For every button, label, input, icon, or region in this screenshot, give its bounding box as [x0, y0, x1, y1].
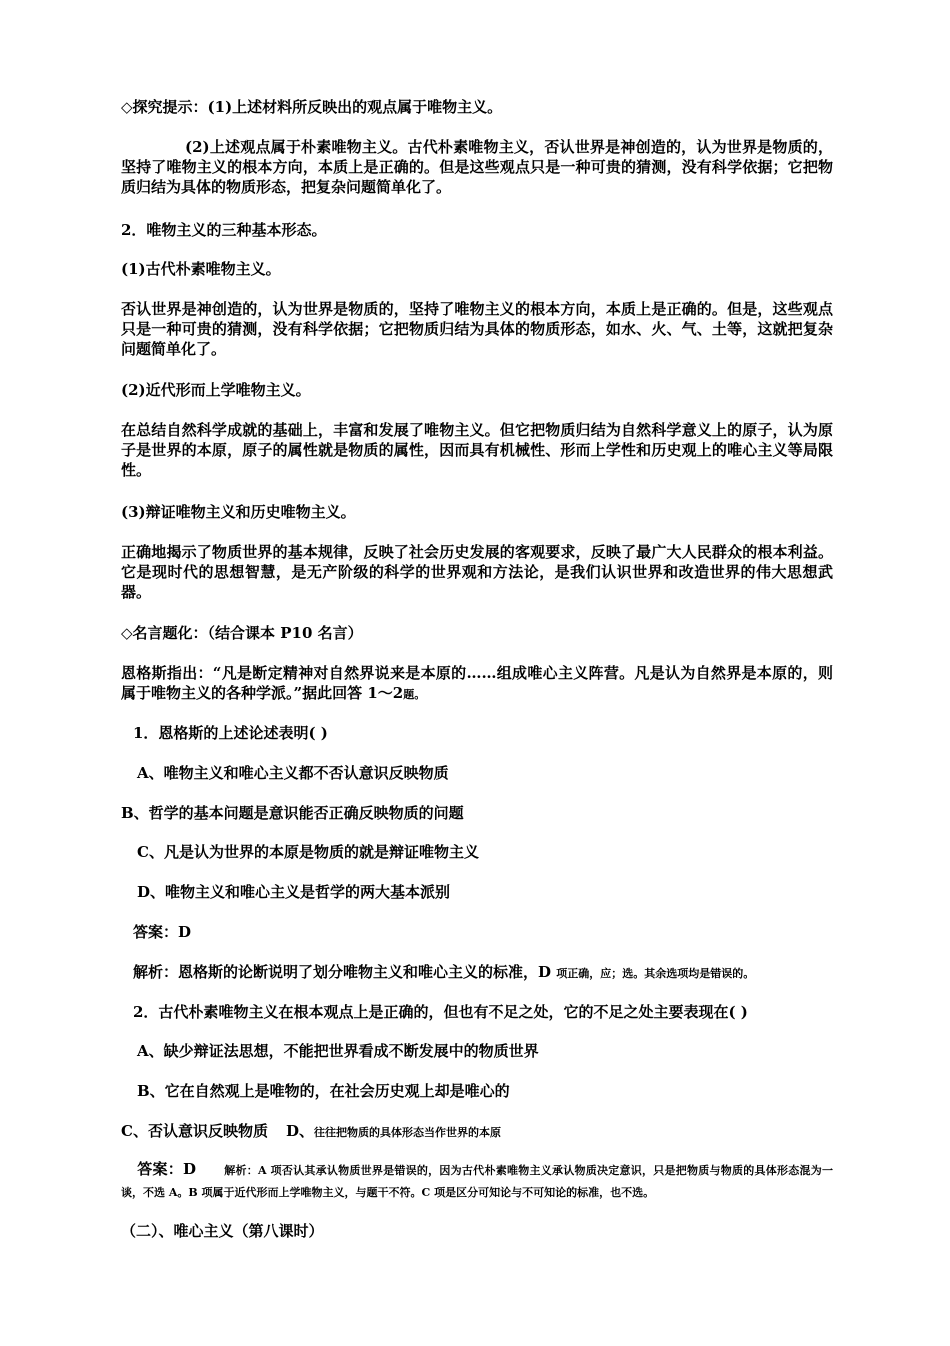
exploration-hint-2: (2)上述观点属于朴素唯物主义。古代朴素唯物主义，否认世界是神创造的，认为世界是物质的，坚持了唯物主义的根本方向，本质上是正确的。但是这些观点只是一种可贵的猜测，没有科学依据；它把物质归结为具体的物质形态，把复杂问题简单化了。: [121, 138, 833, 196]
section-heading-materialism-forms: 2．唯物主义的三种基本形态。: [121, 221, 327, 239]
q2-option-d: D、: [285, 1122, 314, 1140]
form1-heading: (1)古代朴素唯物主义。: [121, 260, 281, 278]
form3-heading: (3)辩证唯物主义和历史唯物主义。: [121, 503, 356, 521]
quote-body: 恩格斯指出：“凡是断定精神对自然界说来是本原的……组成唯心主义阵营。凡是认为自然界是本原的，则属于唯物主义的各种学派。”据此回答 1～2: [121, 664, 833, 702]
q2-option-cd: [121, 1121, 833, 1143]
form2-heading: (2)近代形而上学唯物主义。: [121, 381, 311, 399]
q1-answer: 答案：D: [133, 923, 192, 941]
quote-text: [121, 663, 833, 705]
q2-answer-analysis: [121, 1159, 833, 1203]
q2-option-b: B、它在自然观上是唯物的，在社会历史观上却是唯心的: [137, 1082, 510, 1100]
q2-answer: 答案：D: [137, 1160, 197, 1178]
quote-suffix: 题。: [403, 688, 426, 701]
q1-stem: 1．恩格斯的上述论述表明( ): [133, 724, 328, 742]
form2-text: 在总结自然科学成就的基础上，丰富和发展了唯物主义。但它把物质归结为自然科学意义上的原子，认为原子是世界的本原，原子的属性就是物质的属性，因而具有机械性、形而上学性和历史观上的唯心主义等局限性。: [121, 421, 833, 479]
q1-option-a: A、唯物主义和唯心主义都不否认意识反映物质: [137, 764, 449, 782]
q1-option-d: D、唯物主义和唯心主义是哲学的两大基本派别: [137, 883, 451, 901]
next-section-heading: （二）、唯心主义（第八课时）: [121, 1222, 324, 1240]
q1-option-c: C、凡是认为世界的本原是物质的就是辩证唯物主义: [137, 843, 479, 861]
exploration-hint-1: ◇探究提示：(1)上述材料所反映出的观点属于唯物主义。: [121, 98, 503, 116]
q2-option-a: A、缺少辩证法思想，不能把世界看成不断发展中的物质世界: [137, 1042, 539, 1060]
quote-heading: ◇名言题化：（结合课本 P10 名言）: [121, 624, 363, 642]
q1-option-b: B、哲学的基本问题是意识能否正确反映物质的问题: [121, 804, 464, 822]
form3-text: 正确地揭示了物质世界的基本规律，反映了社会历史发展的客观要求，反映了最广大人民群众的根本利益。它是现时代的思想智慧，是无产阶级的科学的世界观和方法论，是我们认识世界和改造世界的伟大思想武器。: [121, 543, 833, 601]
q1-analysis: [133, 962, 845, 984]
q2-analysis: 解析：A 项否认其承认物质世界是错误的，因为古代朴素唯物主义承认物质决定意识，只是把物质与物质的具体形态混为一谈，不选 A。B 项属于近代形而上学唯物主义，与题干不符。C 项是区分可知论与不可知论的标准，也不选。: [121, 1164, 833, 1199]
q2-option-d-text: 往往把物质的具体形态当作世界的本原: [313, 1126, 501, 1139]
q1-analysis-small: 项正确，应；选。其余选项均是错误的。: [556, 967, 755, 980]
q2-option-c: C、否认意识反映物质: [121, 1122, 268, 1140]
q2-stem: 2．古代朴素唯物主义在根本观点上是正确的，但也有不足之处，它的不足之处主要表现在( ): [133, 1003, 748, 1021]
q1-analysis-main: 解析：恩格斯的论断说明了划分唯物主义和唯心主义的标准，D: [133, 963, 552, 981]
form1-text: 否认世界是神创造的，认为世界是物质的，坚持了唯物主义的根本方向，本质上是正确的。但是，这些观点只是一种可贵的猜测，没有科学依据；它把物质归结为具体的物质形态，如水、火、气、土等，这就把复杂问题简单化了。: [121, 300, 833, 358]
